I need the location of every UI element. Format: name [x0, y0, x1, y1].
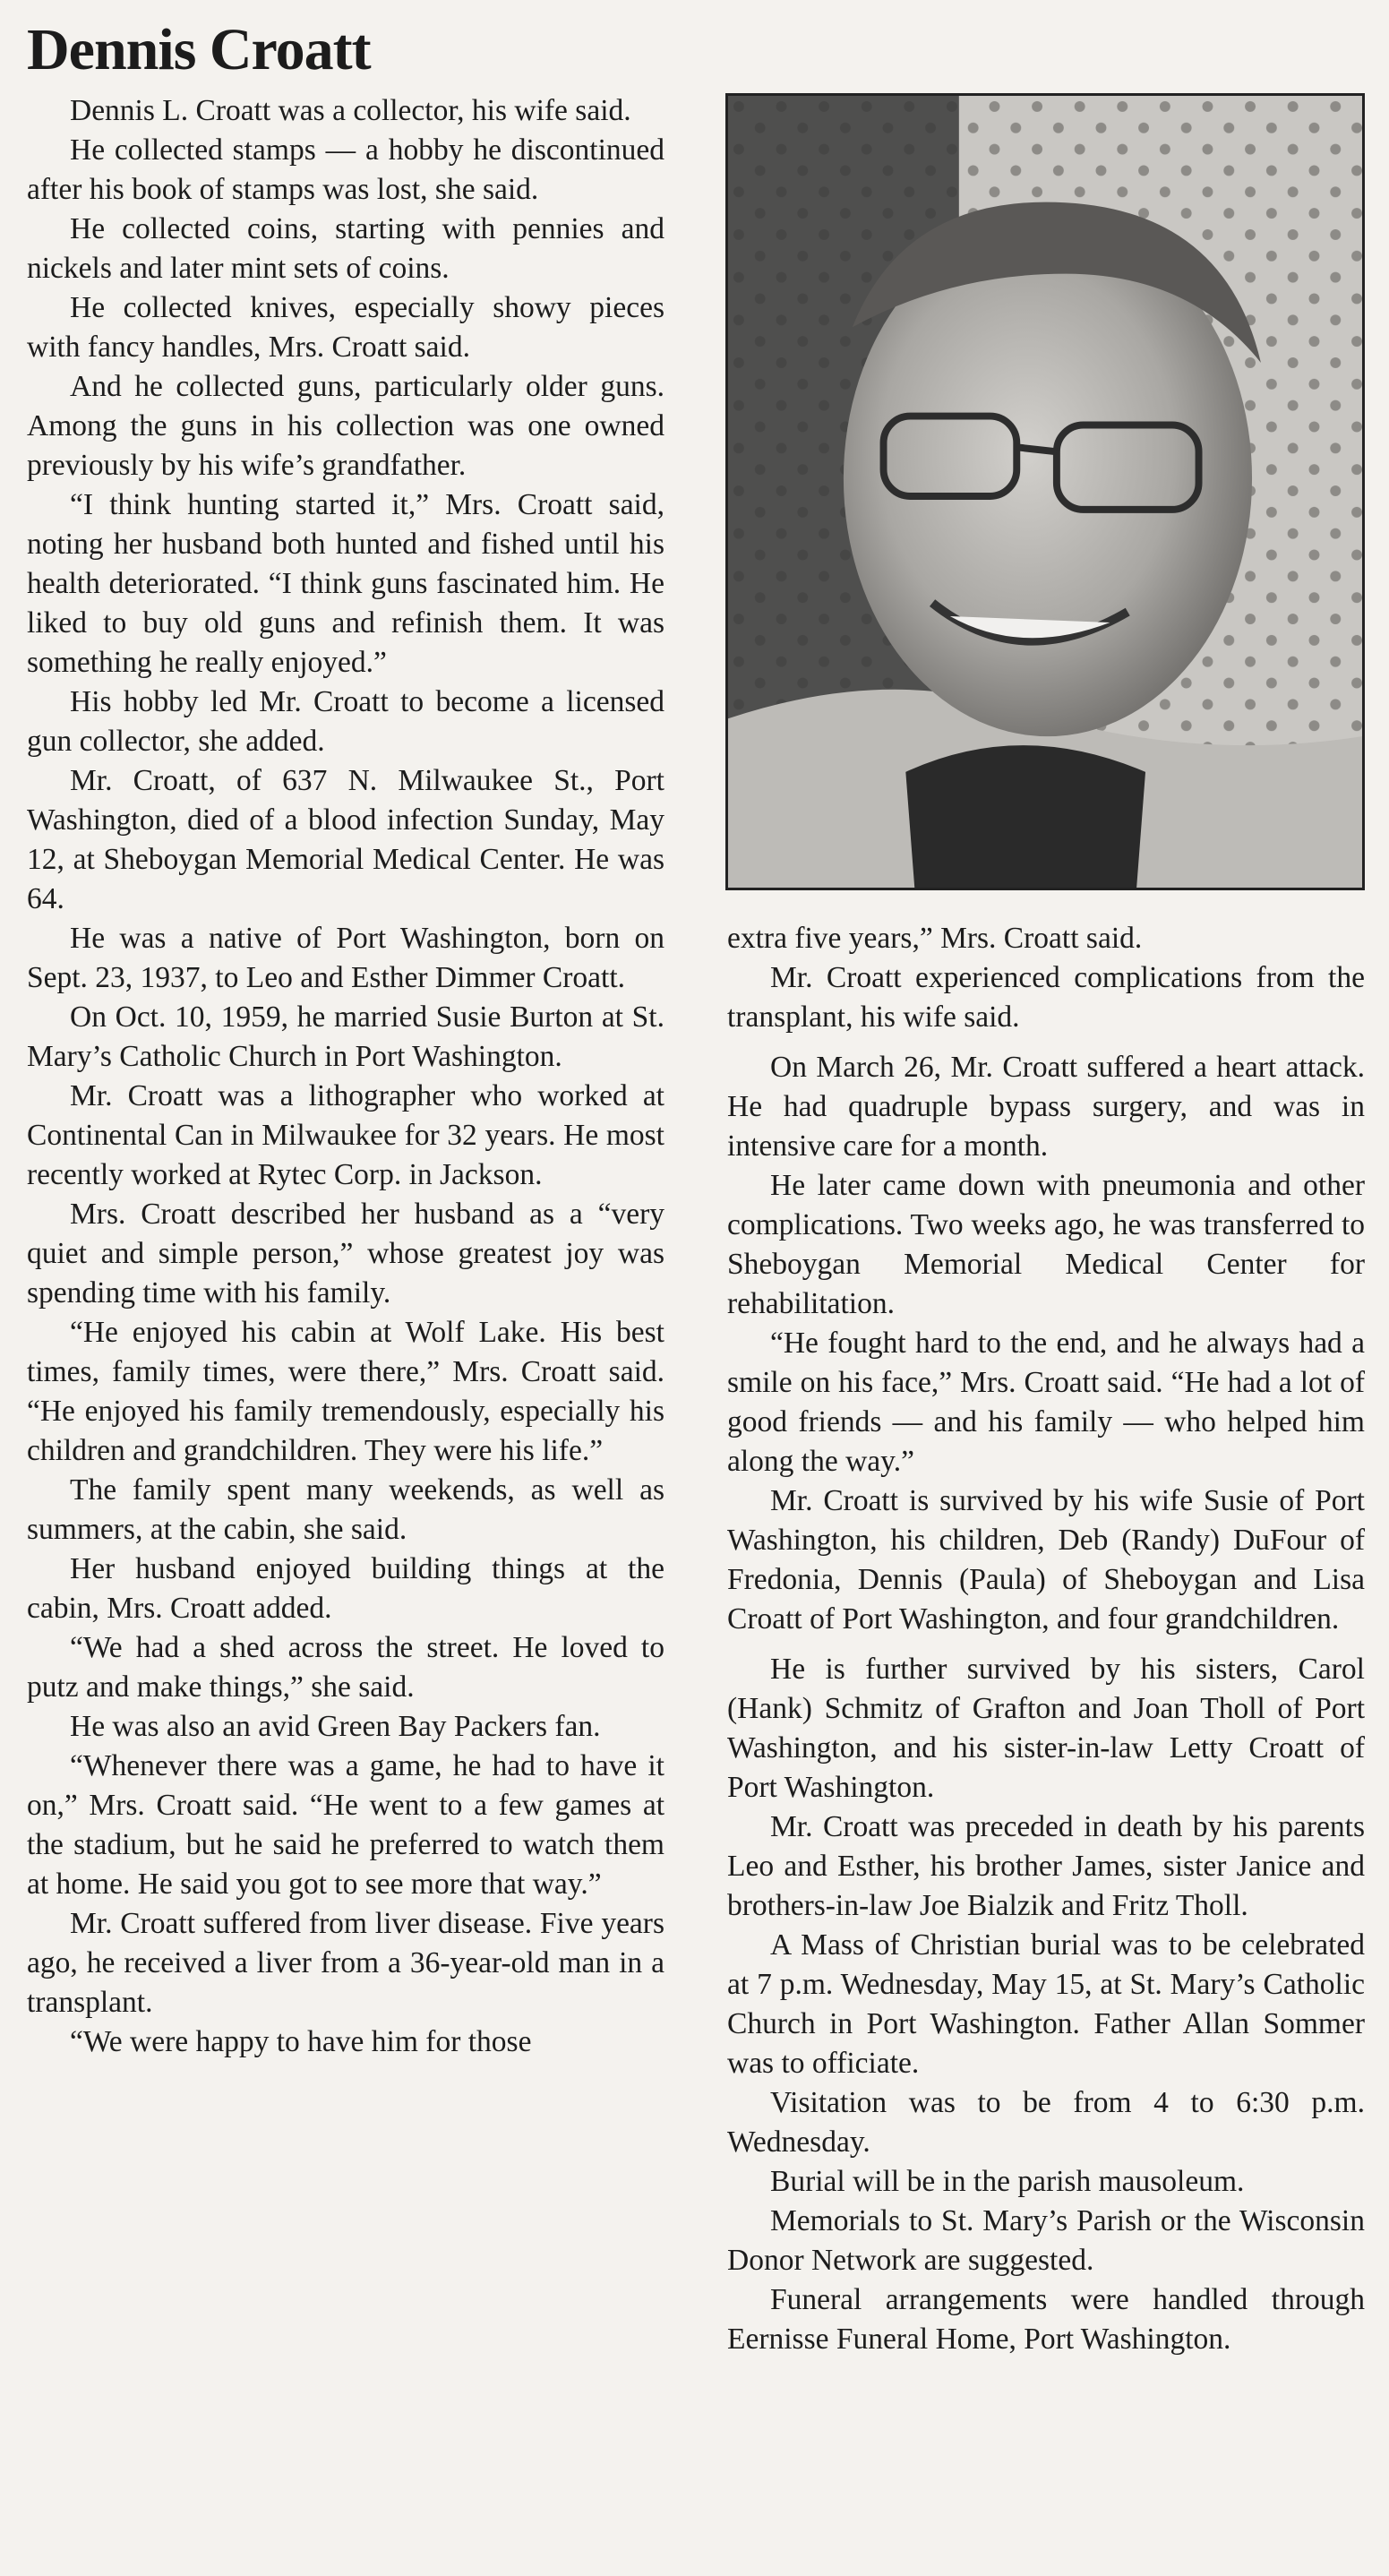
article-paragraph: He collected coins, starting with pennies and nickels and later mint sets of coins. [27, 212, 664, 285]
article-paragraph: “We had a shed across the street. He loved to putz and make things,” she said. [27, 1631, 664, 1704]
article-paragraph: “He enjoyed his cabin at Wolf Lake. His best times, family times, were there,” Mrs. Croatt said. “He enjoyed his family tremendously, especially his children and grandchildren. They were his life.” [27, 1316, 664, 1467]
article-paragraph: He collected knives, especially showy pieces with fancy handles, Mrs. Croatt said. [27, 291, 664, 364]
article-paragraph: The family spent many weekends, as well as summers, at the cabin, she said. [27, 1473, 664, 1546]
article-paragraph: “Whenever there was a game, he had to have it on,” Mrs. Croatt said. “He went to a few games at the stadium, but he said he preferred to watch them at home. He said you got to see more that way.” [27, 1749, 664, 1901]
article-paragraph: His hobby led Mr. Croatt to become a licensed gun collector, she added. [27, 685, 664, 758]
article-paragraph: Burial will be in the parish mausoleum. [770, 2165, 1245, 2198]
article-paragraph: extra five years,” Mrs. Croatt said. [727, 922, 1143, 955]
article-paragraph: “We were happy to have him for those [70, 2025, 532, 2058]
article-paragraph: Mrs. Croatt described her husband as a “very quiet and simple person,” whose greatest joy was spending time with his family. [27, 1198, 664, 1309]
article-paragraph: Mr. Croatt is survived by his wife Susie of Port Washington, his children, Deb (Randy) DuFour of Fredonia, Dennis (Paula) of Sheboygan and Lisa Croatt of Port Washington, and four grandchildren. [727, 1484, 1365, 1636]
article-paragraph: On March 26, Mr. Croatt suffered a heart attack. He had quadruple bypass surgery, and was in intensive care for a month. [727, 1051, 1365, 1163]
article-paragraph: Dennis L. Croatt was a collector, his wife said. [70, 94, 631, 127]
article-paragraph: “I think hunting started it,” Mrs. Croatt said, noting her husband both hunted and fished until his health deteriorated. “I think guns fascinated him. He liked to buy old guns and refinish them. It was something he really enjoyed.” [27, 488, 664, 679]
article-paragraph: He was a native of Port Washington, born on Sept. 23, 1937, to Leo and Esther Dimmer Croatt. [27, 922, 664, 994]
article-right-column [727, 919, 1365, 2359]
article-paragraph: Funeral arrangements were handled through Eernisse Funeral Home, Port Washington. [727, 2283, 1365, 2356]
article-paragraph: Mr. Croatt suffered from liver disease. Five years ago, he received a liver from a 36-year-old man in a transplant. [27, 1907, 664, 2019]
article-paragraph: Mr. Croatt, of 637 N. Milwaukee St., Port Washington, died of a blood infection Sunday, May 12, at Sheboygan Memorial Medical Center. He was 64. [27, 764, 664, 915]
article-paragraph: “He fought hard to the end, and he always had a smile on his face,” Mrs. Croatt said. “He had a lot of good friends — and his family — who helped him along the way.” [727, 1327, 1365, 1478]
portrait-photo-graphic [728, 96, 1362, 888]
article-paragraph: He is further survived by his sisters, Carol (Hank) Schmitz of Grafton and Joan Tholl of Port Washington, and his sister-in-law Letty Croatt of Port Washington. [727, 1653, 1365, 1804]
article-paragraph: Mr. Croatt was preceded in death by his parents Leo and Esther, his brother James, sister Janice and brothers-in-law Joe Bialzik and Fritz Tholl. [727, 1810, 1365, 1922]
article-paragraph: Mr. Croatt was a lithographer who worked at Continental Can in Milwaukee for 32 years. He most recently worked at Rytec Corp. in Jackson. [27, 1079, 664, 1191]
article-paragraph: He collected stamps — a hobby he discontinued after his book of stamps was lost, she said. [27, 133, 664, 206]
obituary-headline: Dennis Croatt [27, 17, 371, 82]
article-paragraph: Visitation was to be from 4 to 6:30 p.m. Wednesday. [727, 2086, 1365, 2159]
article-paragraph: Memorials to St. Mary’s Parish or the Wisconsin Donor Network are suggested. [727, 2204, 1365, 2277]
article-paragraph: Her husband enjoyed building things at the cabin, Mrs. Croatt added. [27, 1552, 664, 1625]
article-paragraph: And he collected guns, particularly older guns. Among the guns in his collection was one owned previously by his wife’s grandfather. [27, 370, 664, 482]
article-paragraph: On Oct. 10, 1959, he married Susie Burton at St. Mary’s Catholic Church in Port Washington. [27, 1000, 664, 1073]
article-paragraph: Mr. Croatt experienced complications from the transplant, his wife said. [727, 961, 1365, 1034]
article-paragraph: A Mass of Christian burial was to be celebrated at 7 p.m. Wednesday, May 15, at St. Mary’s Catholic Church in Port Washington. Father Allan Sommer was to officiate. [727, 1928, 1365, 2080]
article-paragraph: He later came down with pneumonia and other complications. Two weeks ago, he was transferred to Sheboygan Memorial Medical Center for rehabilitation. [727, 1169, 1365, 1320]
article-left-column [27, 91, 664, 2062]
portrait-photo-icon [725, 93, 1365, 890]
article-paragraph: He was also an avid Green Bay Packers fan. [70, 1710, 601, 1743]
